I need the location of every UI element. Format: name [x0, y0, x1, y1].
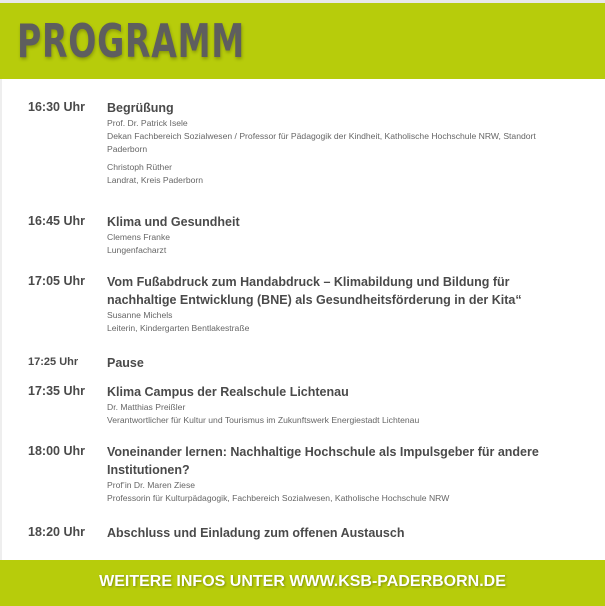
- item-time: 17:05 Uhr: [28, 274, 85, 288]
- speaker-name: Prof’in Dr. Maren Ziese: [107, 480, 196, 490]
- speaker-role: Lungenfacharzt: [107, 245, 167, 255]
- footer-info-link[interactable]: WEITERE INFOS UNTER WWW.KSB-PADERBORN.DE: [99, 573, 506, 590]
- item-title: Abschluss und Einladung zum offenen Austausch: [107, 526, 405, 540]
- item-time: 17:35 Uhr: [28, 384, 85, 398]
- speaker-role: Dekan Fachbereich Sozialwesen / Professor für Pädagogik der Kindheit, Katholische Hochschule NRW, Standort Paderborn: [107, 131, 536, 154]
- item-time: 18:00 Uhr: [28, 444, 85, 458]
- item-time: 16:45 Uhr: [28, 214, 85, 228]
- item-title: Klima und Gesundheit: [107, 215, 240, 229]
- header-banner: [0, 3, 605, 79]
- left-border: [0, 79, 2, 560]
- item-title: Pause: [107, 356, 144, 370]
- speaker-name: Dr. Matthias Preißler: [107, 402, 186, 412]
- speaker-name: Susanne Michels: [107, 310, 173, 320]
- speaker-name: Christoph Rüther: [107, 162, 172, 172]
- item-title: Klima Campus der Realschule Lichtenau: [107, 385, 349, 399]
- footer-banner: [0, 560, 605, 606]
- page-title: PROGRAMM: [17, 14, 245, 68]
- item-title: Vom Fußabdruck zum Handabdruck – Klimabildung und Bildung für nachhaltige Entwicklung (BNE) als Gesundheitsförderung in der Kita“: [107, 275, 522, 307]
- item-title: Voneinander lernen: Nachhaltige Hochschule als Impulsgeber für andere Institutionen?: [107, 445, 539, 477]
- item-time: 17:25 Uhr: [28, 356, 79, 368]
- speaker-role: Professorin für Kulturpädagogik, Fachbereich Sozialwesen, Katholische Hochschule NRW: [107, 493, 450, 503]
- speaker-name: Prof. Dr. Patrick Isele: [107, 118, 188, 128]
- speaker-role: Leiterin, Kindergarten Bentlakestraße: [107, 323, 250, 333]
- item-title: Begrüßung: [107, 101, 174, 115]
- item-time: 18:20 Uhr: [28, 525, 85, 539]
- item-time: 16:30 Uhr: [28, 100, 85, 114]
- speaker-role: Landrat, Kreis Paderborn: [107, 175, 204, 185]
- speaker-role: Verantwortlicher für Kultur und Tourismus im Zukunftswerk Energiestadt Lichtenau: [107, 415, 420, 425]
- speaker-name: Clemens Franke: [107, 232, 171, 242]
